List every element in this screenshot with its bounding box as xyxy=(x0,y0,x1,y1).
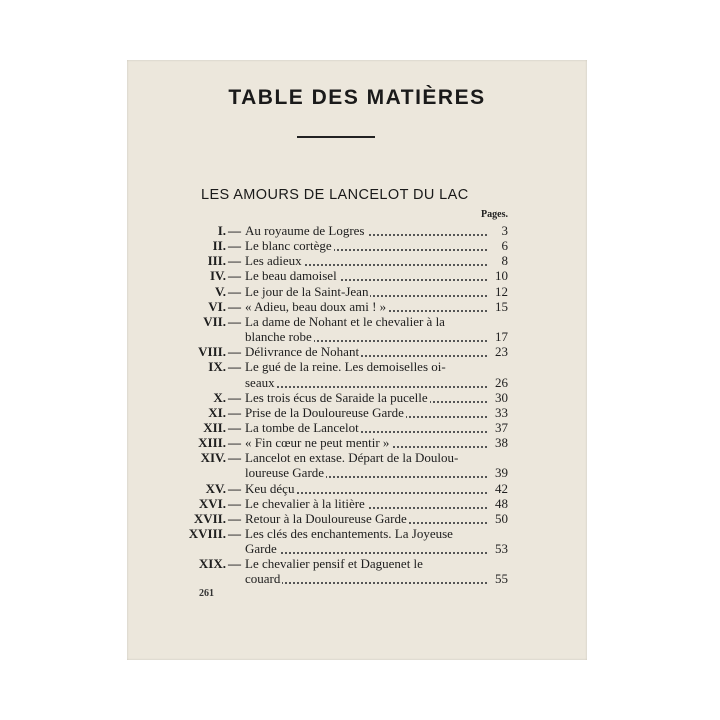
toc-row xyxy=(127,314,587,329)
chapter-dash: — xyxy=(228,419,241,435)
toc-row xyxy=(127,253,587,268)
chapter-page: 3 xyxy=(501,223,508,238)
toc-row xyxy=(127,511,587,526)
chapter-number: IX. xyxy=(208,359,226,375)
page-number: 261 xyxy=(199,588,214,599)
chapter-page: 26 xyxy=(495,374,508,390)
chapter-dash: — xyxy=(228,283,241,299)
chapter-page: 8 xyxy=(501,253,508,269)
toc-row xyxy=(127,284,587,299)
dot-leader xyxy=(245,386,487,388)
chapter-dash: — xyxy=(228,253,241,269)
chapter-page: 6 xyxy=(501,238,508,254)
toc-row xyxy=(127,375,587,390)
chapter-page: 12 xyxy=(495,283,508,299)
chapter-number: I. xyxy=(217,223,226,238)
toc-row xyxy=(127,526,587,541)
toc-row xyxy=(127,268,587,283)
toc-row xyxy=(127,223,587,238)
chapter-page: 38 xyxy=(495,435,508,451)
chapter-number: XIII. xyxy=(198,435,226,451)
chapter-number: II. xyxy=(212,238,226,254)
chapter-dash: — xyxy=(228,526,241,541)
chapter-page: 53 xyxy=(495,541,508,557)
book-page xyxy=(127,60,587,660)
chapter-dash: — xyxy=(228,268,241,284)
chapter-number: X. xyxy=(213,389,226,405)
chapter-number: III. xyxy=(207,253,226,269)
chapter-title: Le blanc cortège xyxy=(245,238,332,254)
chapter-number: XI. xyxy=(208,404,226,420)
toc-row xyxy=(127,405,587,420)
chapter-dash: — xyxy=(228,238,241,254)
toc-row xyxy=(127,420,587,435)
chapter-page: 42 xyxy=(495,480,508,496)
chapter-number: XIX. xyxy=(198,556,226,572)
chapter-title: Retour à la Douloureuse Garde xyxy=(245,510,407,526)
chapter-dash: — xyxy=(228,344,241,360)
chapter-page: 30 xyxy=(495,389,508,405)
chapter-dash: — xyxy=(228,223,241,238)
chapter-title: Les adieux xyxy=(245,253,302,269)
chapter-dash: — xyxy=(228,404,241,420)
chapter-number: XVI. xyxy=(198,495,226,511)
chapter-number: XIV. xyxy=(200,450,226,466)
toc-row xyxy=(127,541,587,556)
chapter-page: 17 xyxy=(495,329,508,345)
chapter-title: couard xyxy=(245,571,281,587)
chapter-page: 23 xyxy=(495,344,508,360)
chapter-title: Garde xyxy=(245,541,277,557)
chapter-page: 39 xyxy=(495,465,508,481)
toc-row xyxy=(127,465,587,480)
toc-row xyxy=(127,481,587,496)
toc-row xyxy=(127,238,587,253)
chapter-dash: — xyxy=(228,359,241,375)
toc-row xyxy=(127,344,587,359)
chapter-dash: — xyxy=(228,313,241,329)
chapter-title: blanche robe xyxy=(245,329,312,345)
chapter-title: « Fin cœur ne peut mentir » xyxy=(245,435,390,451)
chapter-dash: — xyxy=(228,510,241,526)
toc-row xyxy=(127,435,587,450)
chapter-number: XII. xyxy=(203,419,226,435)
chapter-number: XVII. xyxy=(193,510,226,526)
toc-row xyxy=(127,496,587,511)
chapter-title: Le beau damoisel xyxy=(245,268,337,284)
chapter-title: seaux xyxy=(245,374,275,390)
chapter-dash: — xyxy=(228,389,241,405)
chapter-title: Au royaume de Logres xyxy=(245,223,365,238)
chapter-title: Le jour de la Saint-Jean xyxy=(245,283,369,299)
chapter-number: V. xyxy=(215,283,226,299)
chapter-number: XVIII. xyxy=(188,526,226,541)
chapter-title: Le chevalier pensif et Daguenet le xyxy=(245,556,423,572)
toc-row xyxy=(127,571,587,586)
chapter-dash: — xyxy=(228,556,241,572)
chapter-title: loureuse Garde xyxy=(245,465,325,481)
chapter-number: VI. xyxy=(208,298,226,314)
chapter-title: Le gué de la reine. Les demoiselles oi- xyxy=(245,359,446,375)
chapter-page: 50 xyxy=(495,510,508,526)
chapter-title: Les trois écus de Saraide la pucelle xyxy=(245,389,428,405)
chapter-page: 15 xyxy=(495,298,508,314)
chapter-page: 48 xyxy=(495,495,508,511)
chapter-page: 10 xyxy=(495,268,508,284)
toc-row xyxy=(127,556,587,571)
section-title: LES AMOURS DE LANCELOT DU LAC xyxy=(201,187,469,203)
chapter-page: 55 xyxy=(495,571,508,587)
chapter-dash: — xyxy=(228,435,241,451)
chapter-title: Keu déçu xyxy=(245,480,295,496)
chapter-number: IV. xyxy=(209,268,226,284)
chapter-number: VIII. xyxy=(198,344,226,360)
chapter-title: Lancelot en extase. Départ de la Doulou- xyxy=(245,450,459,466)
toc-row xyxy=(127,359,587,374)
chapter-title: Délivrance de Nohant xyxy=(245,344,360,360)
chapter-title: Prise de la Douloureuse Garde xyxy=(245,404,404,420)
toc-row xyxy=(127,299,587,314)
toc-row xyxy=(127,450,587,465)
chapter-dash: — xyxy=(228,495,241,511)
page-title: TABLE DES MATIÈRES xyxy=(228,86,486,109)
chapter-number: VII. xyxy=(203,313,226,329)
chapter-title: « Adieu, beau doux ami ! » xyxy=(245,298,387,314)
chapter-title: Les clés des enchantements. La Joyeuse xyxy=(245,526,453,541)
pages-label: Pages. xyxy=(481,209,508,220)
chapter-dash: — xyxy=(228,450,241,466)
chapter-number: XV. xyxy=(205,480,226,496)
dot-leader xyxy=(245,552,487,554)
chapter-dash: — xyxy=(228,298,241,314)
toc-row xyxy=(127,329,587,344)
chapter-page: 33 xyxy=(495,404,508,420)
toc-row xyxy=(127,390,587,405)
chapter-page: 37 xyxy=(495,419,508,435)
chapter-title: La tombe de Lancelot xyxy=(245,419,359,435)
chapter-title: La dame de Nohant et le chevalier à la xyxy=(245,313,445,329)
chapter-title: Le chevalier à la litière xyxy=(245,495,365,511)
chapter-dash: — xyxy=(228,480,241,496)
title-rule xyxy=(297,136,375,138)
